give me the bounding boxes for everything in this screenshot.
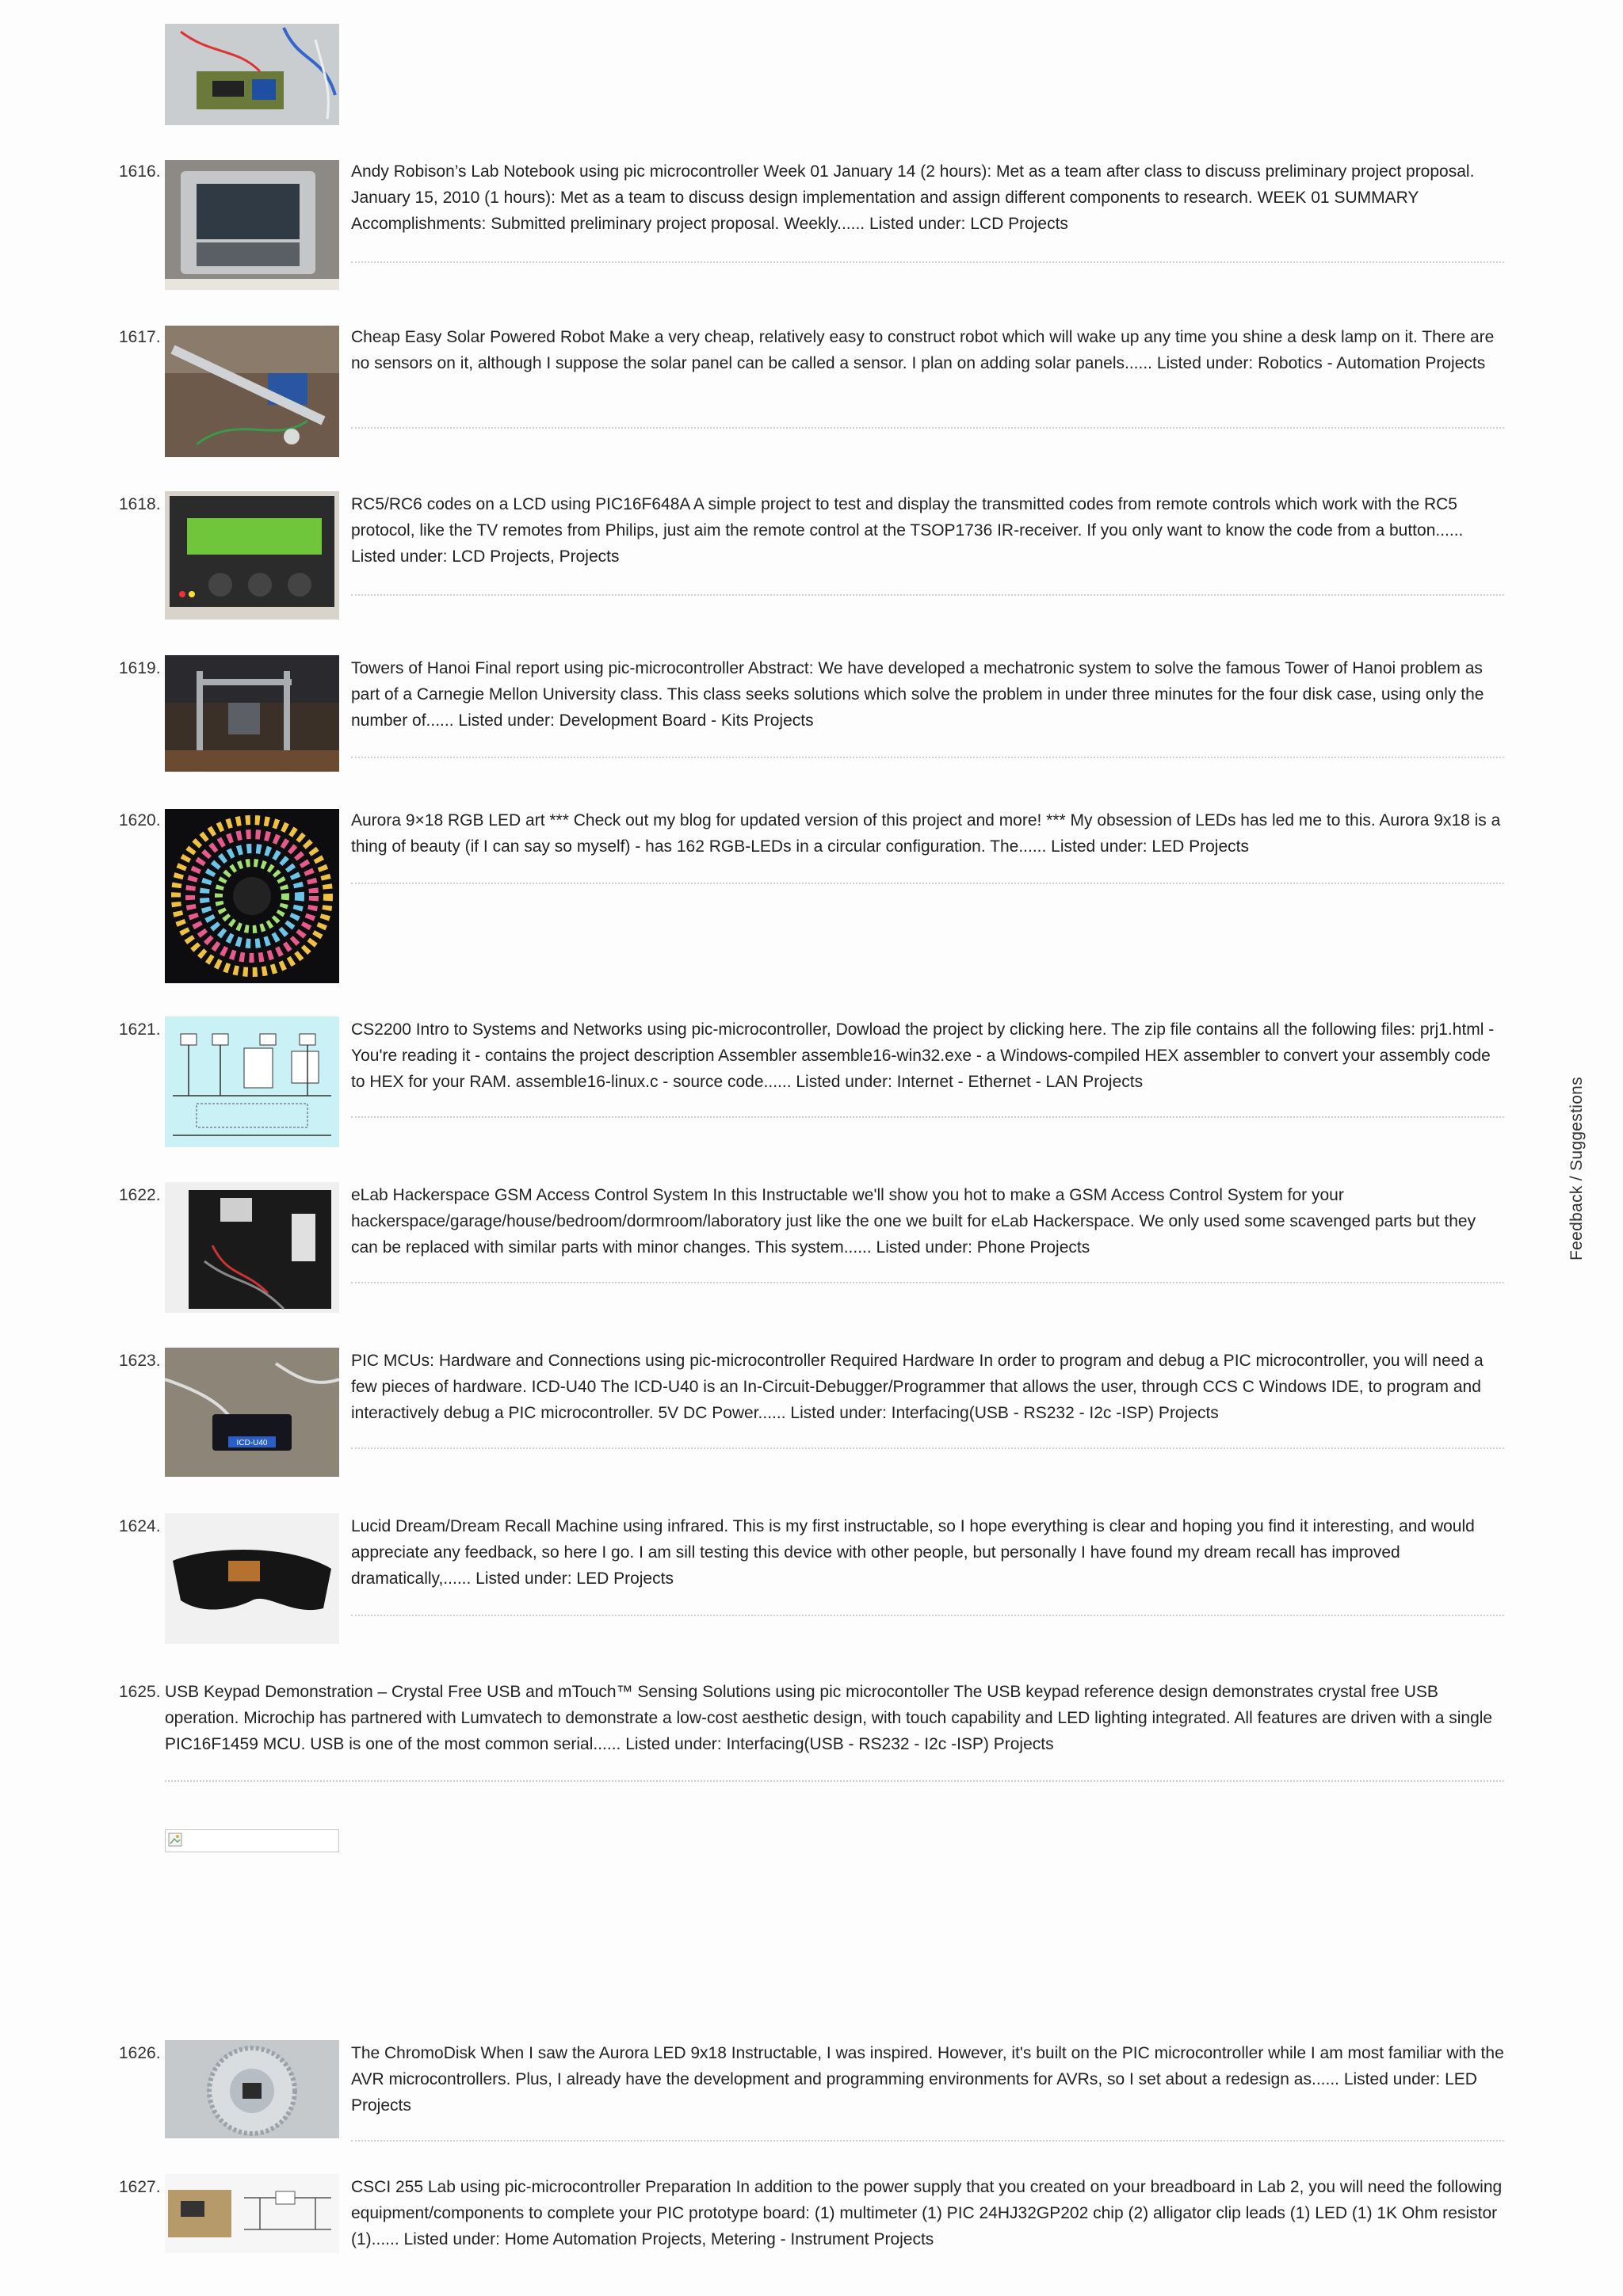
lcd-module-thumbnail[interactable] bbox=[165, 491, 339, 620]
broken-image-placeholder[interactable] bbox=[165, 1829, 339, 1852]
hanoi-mechanism-thumbnail[interactable] bbox=[165, 655, 339, 772]
solar-robot-thumbnail[interactable] bbox=[165, 326, 339, 457]
item-description[interactable]: CS2200 Intro to Systems and Networks using pic-microcontroller, Dowload the project by clicking here. The zip file contains all the following files: prj1.html - You're reading it - contains the project description Assembler assemble16-win32.exe - a Windows-compiled HEX assembler to convert your assembly code to HEX for your RAM. assemble16-linux.c - source code...... Listed under: Internet - Ethernet - LAN Projects bbox=[351, 1020, 1495, 1091]
separator bbox=[351, 427, 1504, 429]
separator bbox=[351, 757, 1504, 758]
item-number: 1618. bbox=[119, 495, 161, 513]
gsm-access-thumbnail[interactable] bbox=[165, 1182, 339, 1313]
separator bbox=[351, 1615, 1504, 1616]
item-description[interactable]: eLab Hackerspace GSM Access Control System In this Instructable we'll show you hot to make a GSM Access Control System for your hackerspace/garage/house/bedroom/dormroom/laboratory just like the one we built for eLab Hackerspace. We only used some scavenged parts but they can be replaced with similar parts with minor changes. This system...... Listed under: Phone Projects bbox=[351, 1186, 1476, 1257]
item-description[interactable]: CSCI 255 Lab using pic-microcontroller Preparation In addition to the power supply that you created on your breadboard in Lab 2, you will need the following equipment/components to complete your PIC prototype board: (1) multimeter (1) PIC 24HJ32GP202 chip (2) alligator clip leads (1) LED (1) 1K Ohm resistor (1)...... Listed under: Home Automation Projects, Metering - Instrument Projects bbox=[351, 2178, 1503, 2248]
item-number: 1623. bbox=[119, 1352, 161, 1370]
chromodisk-thumbnail[interactable] bbox=[165, 2040, 339, 2138]
item-description[interactable]: Aurora 9×18 RGB LED art *** Check out my blog for updated version of this project and more! *** My obsession of LEDs has led me to this. Aurora 9x18 is a thing of beauty (if I can say so myself) - has 162 RGB-LEDs in a circular configuration. The...... Listed under: LED Projects bbox=[351, 811, 1501, 856]
separator bbox=[351, 883, 1504, 884]
icd-u40-thumbnail[interactable] bbox=[165, 1348, 339, 1477]
separator bbox=[351, 2140, 1504, 2142]
item-number: 1616. bbox=[119, 162, 161, 181]
rgb-led-ring-thumbnail[interactable] bbox=[165, 809, 339, 983]
icd-u40-label: ICD-U40 bbox=[236, 1439, 268, 1447]
separator bbox=[351, 594, 1504, 596]
item-number: 1622. bbox=[119, 1186, 161, 1204]
circuit-board-thumbnail[interactable] bbox=[165, 24, 339, 125]
separator bbox=[351, 1116, 1504, 1118]
item-number: 1621. bbox=[119, 1020, 161, 1039]
separator bbox=[165, 1780, 1504, 1782]
item-number: 1620. bbox=[119, 811, 161, 830]
item-description[interactable]: Towers of Hanoi Final report using pic-microcontroller Abstract: We have developed a mechatronic system to solve the famous Tower of Hanoi problem as part of a Carnegie Mellon University class. This class seeks solutions which solve the problem in under three minutes for the four disk case, using only the number of...... Listed under: Development Board - Kits Projects bbox=[351, 659, 1484, 730]
item-number: 1626. bbox=[119, 2044, 161, 2062]
item-number: 1624. bbox=[119, 1517, 161, 1535]
item-description[interactable]: The ChromoDisk When I saw the Aurora LED 9x18 Instructable, I was inspired. However, it's built on the PIC microcontroller while I am most familiar with the AVR microcontrollers. Plus, I already have the development and programming environments for AVRs, so I set about a redesign as...... Listed under: LED Projects bbox=[351, 2044, 1504, 2115]
separator bbox=[351, 1282, 1504, 1283]
item-number: 1627. bbox=[119, 2178, 161, 2196]
item-description[interactable]: RC5/RC6 codes on a LCD using PIC16F648A A simple project to test and display the transmitted codes from remote controls which work with the RC5 protocol, like the TV remotes from Philips, just aim the remote control at the TSOP1736 IR-receiver. If you only want to know the code from a button...... Listed under: LCD Projects, Projects bbox=[351, 495, 1464, 566]
separator bbox=[351, 1447, 1504, 1449]
item-description[interactable]: Lucid Dream/Dream Recall Machine using infrared. This is my first instructable, so I hope everything is clear and hoping you find it interesting, and would appreciate any feedback, so here I go. I am sill testing this device with other people, but personally I have found my dream recall has improved dramatically,...... Listed under: LED Projects bbox=[351, 1517, 1475, 1588]
broken-image-icon bbox=[168, 1833, 184, 1848]
sleep-mask-thumbnail[interactable] bbox=[165, 1513, 339, 1644]
feedback-label: Feedback / Suggestions bbox=[1568, 1077, 1587, 1261]
item-number: 1617. bbox=[119, 328, 161, 346]
item-number: 1619. bbox=[119, 659, 161, 677]
item-description[interactable]: PIC MCUs: Hardware and Connections using pic-microcontroller Required Hardware In order to program and debug a PIC microcontroller, you will need a few pieces of hardware. ICD-U40 The ICD-U40 is an In-Circuit-Debugger/Programmer that allows the user, through CCS C Windows IDE, to program and interactively debug a PIC microcontroller. 5V DC Power...... Listed under: Interfacing(USB - RS232 - I2c -ISP) Projects bbox=[351, 1352, 1484, 1422]
item-number: 1625. bbox=[119, 1683, 161, 1701]
lab-schematic-thumbnail[interactable] bbox=[165, 2174, 339, 2253]
item-description[interactable]: Andy Robison’s Lab Notebook using pic microcontroller Week 01 January 14 (2 hours): Met as a team after class to discuss preliminary project proposal. January 15, 2010 (1 hours): Met as a team to discuss design implementation and assign different components to research. WEEK 01 SUMMARY Accomplishments: Submitted preliminary project proposal. Weekly...... Listed under: LCD Projects bbox=[351, 162, 1475, 233]
lcd-laptop-thumbnail[interactable] bbox=[165, 160, 339, 290]
item-description[interactable]: USB Keypad Demonstration – Crystal Free USB and mTouch™ Sensing Solutions using pic microcontoller The USB keypad reference design demonstrates crystal free USB operation. Microchip has partnered with Lumvatech to demonstrate a low-cost aesthetic design, with touch capability and LED lighting integrated. All features are driven with a single PIC16F1459 MCU. USB is one of the most common serial...... Listed under: Interfacing(USB - RS232 - I2c -ISP) Projects bbox=[165, 1683, 1493, 1753]
separator bbox=[351, 261, 1504, 263]
feedback-tab[interactable] bbox=[1561, 1077, 1593, 1260]
item-description[interactable]: Cheap Easy Solar Powered Robot Make a very cheap, relatively easy to construct robot which will wake up any time you shine a desk lamp on it. There are no sensors on it, although I suppose the solar panel can be called a sensor. I plan on adding solar panels...... Listed under: Robotics - Automation Projects bbox=[351, 328, 1495, 372]
datapath-diagram-thumbnail[interactable] bbox=[165, 1016, 339, 1147]
